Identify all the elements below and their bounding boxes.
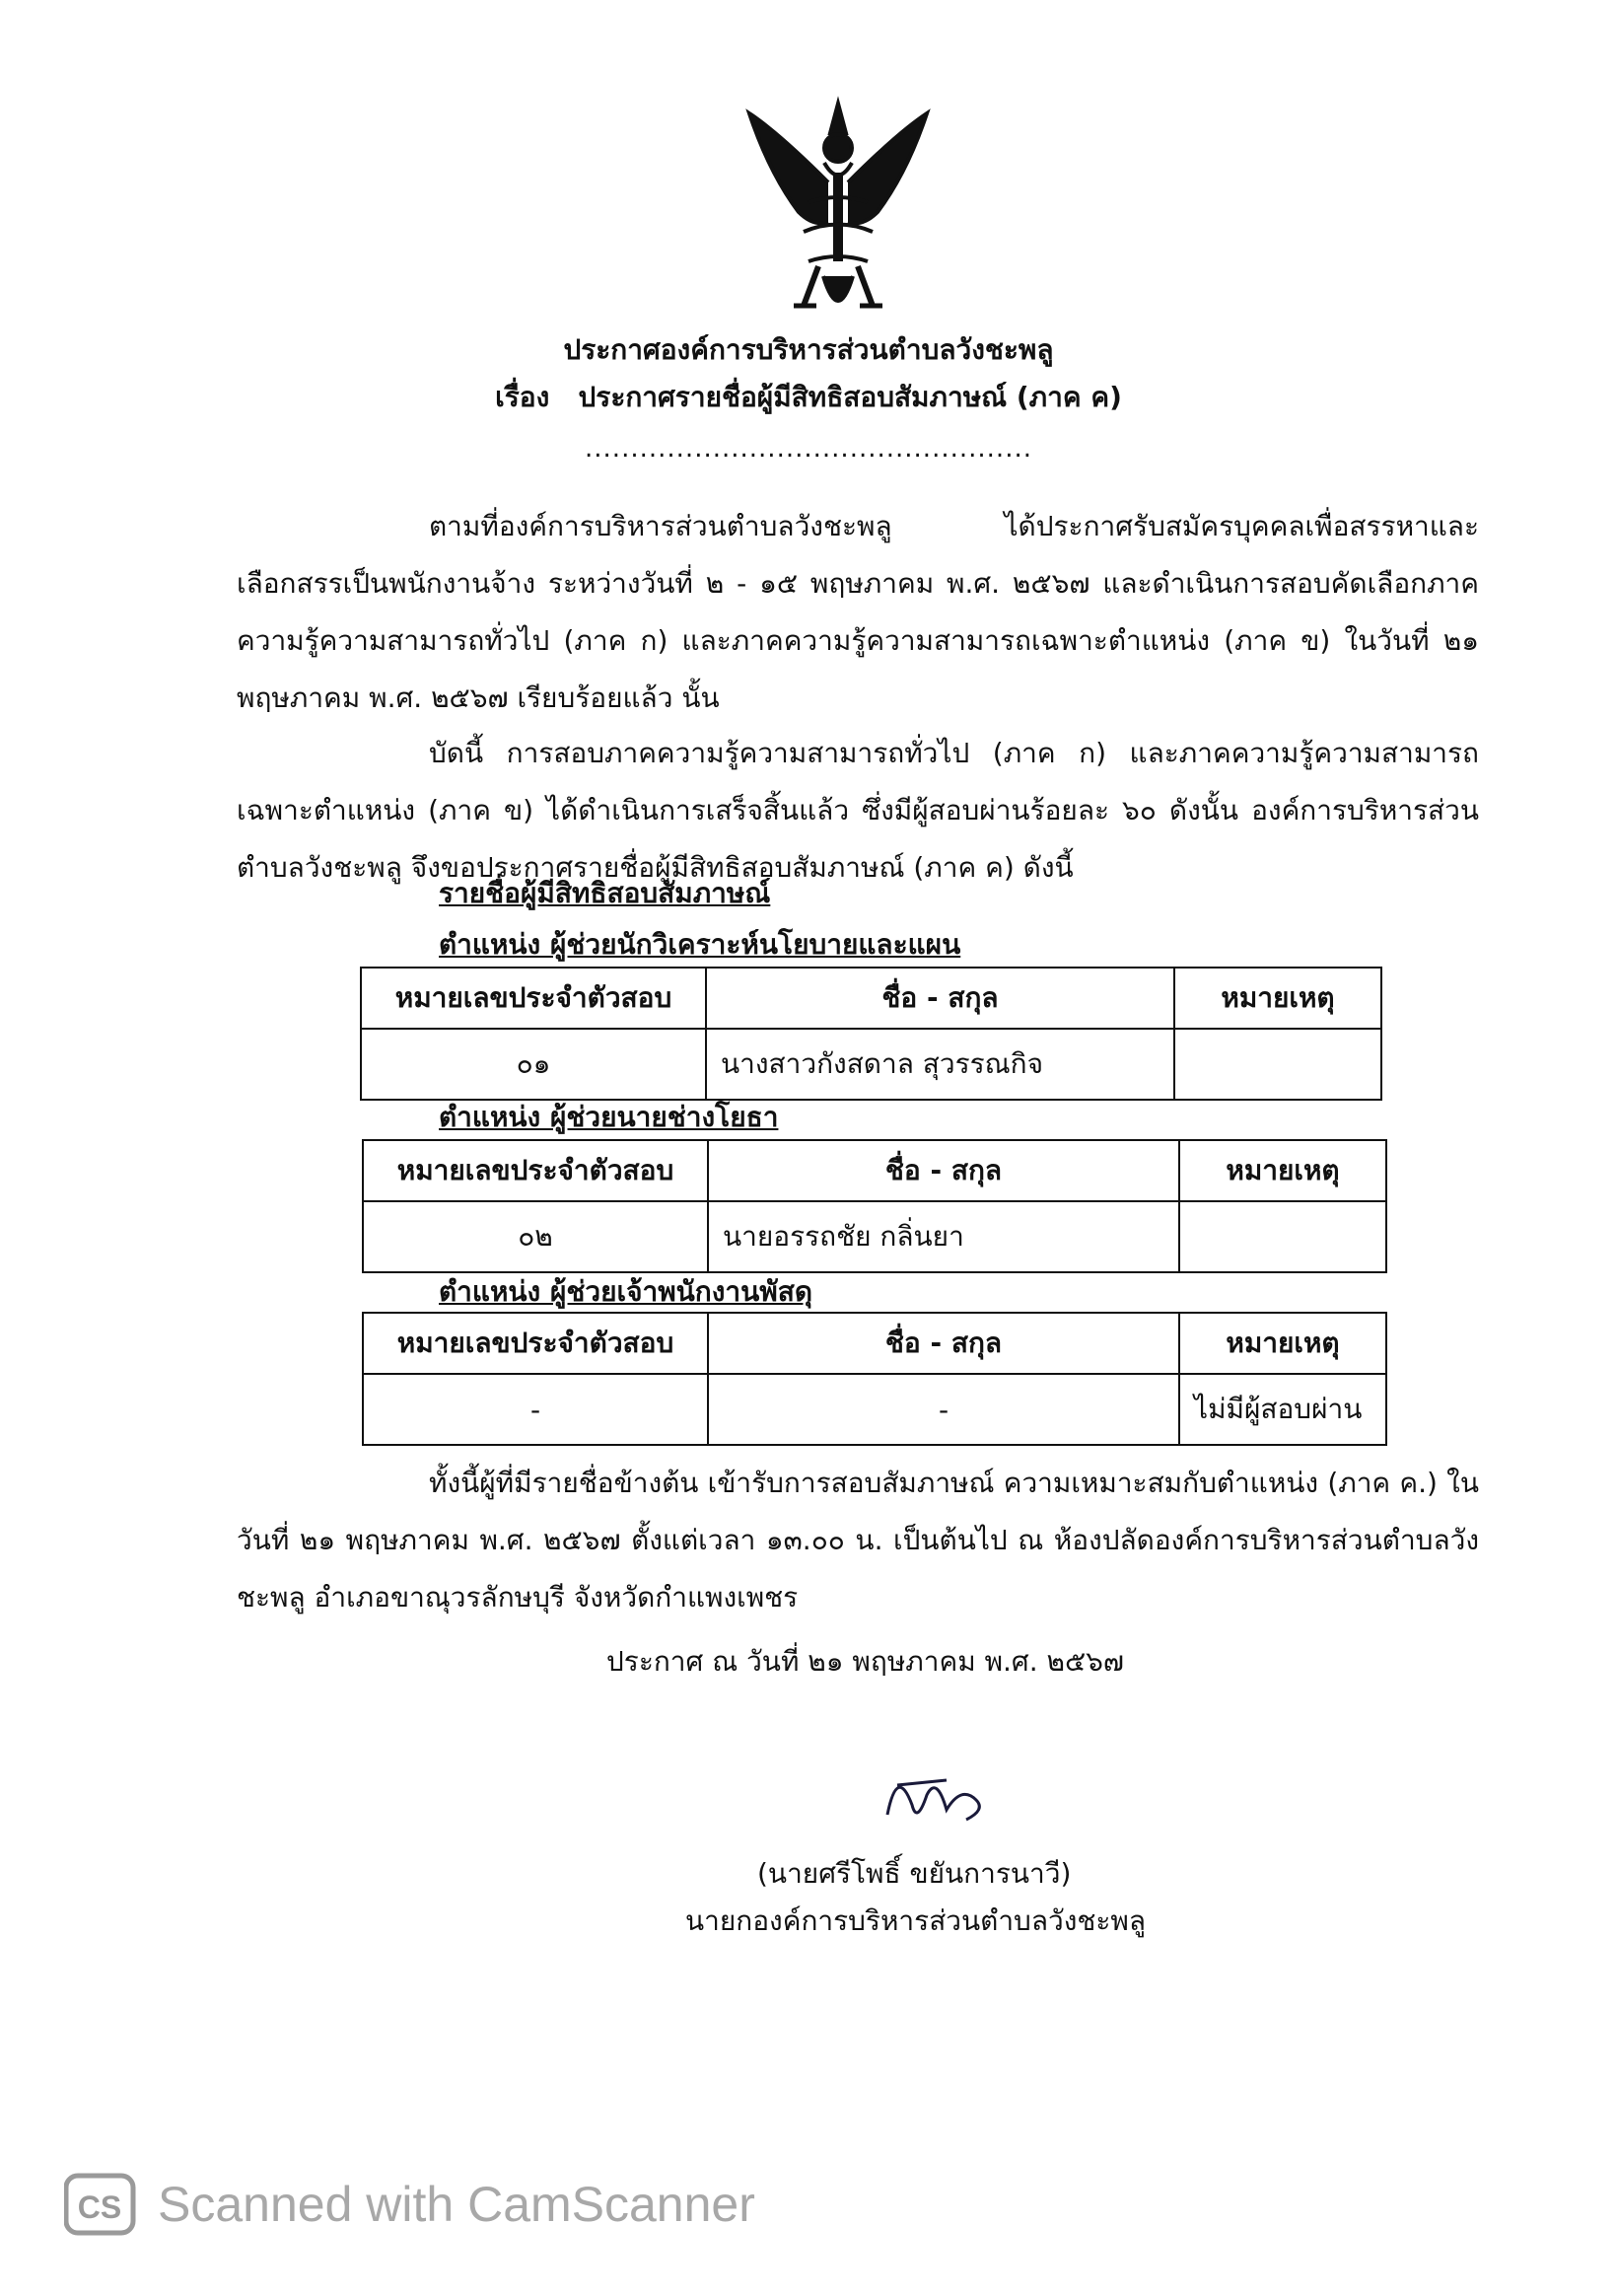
announce-date: ประกาศ ณ วันที่ ๒๑ พฤษภาคม พ.ศ. ๒๕๖๗ (606, 1645, 1124, 1678)
cell-note: ไม่มีผู้สอบผ่าน (1179, 1374, 1386, 1445)
garuda-emblem (739, 94, 937, 330)
header-name: ชื่อ - สกุล (708, 1313, 1179, 1374)
table-header-row (363, 1313, 1386, 1374)
paragraph-2 (237, 725, 1479, 897)
signer-name: (นายศรีโพธิ์ ขยันการนาวี) (757, 1857, 1072, 1890)
paragraph-2-text: บัดนี้ การสอบภาคความรู้ความสามารถทั่วไป (ภาค ก) และภาคความรู้ความสามารถเฉพาะตำแหน่ง (ภาค ข) ได้ดำเนินการเสร็จสิ้นแล้ว ซึ่งมีผู้สอบผ่านร้อยละ ๖๐ ดังนั้น องค์การบริหารส่วนตำบลวังชะพลู จึงขอประกาศรายชื่อผู้มีสิทธิสอบสัมภาษณ์ (ภาค ค) ดังนี้ (237, 737, 1479, 884)
separator-dots: ................................................. (585, 434, 1032, 464)
subject-line (0, 378, 1617, 417)
svg-text:Scanned with CamScanner: Scanned with CamScanner (158, 2177, 755, 2232)
paragraph-3 (237, 1455, 1479, 1626)
table-header-row (363, 1140, 1386, 1201)
cell-id: - (363, 1374, 708, 1445)
header-note: หมายเหตุ (1179, 1140, 1386, 1201)
list-heading: รายชื่อผู้มีสิทธิสอบสัมภาษณ์ (439, 877, 771, 909)
cell-name: - (708, 1374, 1179, 1445)
header-note: หมายเหตุ (1174, 968, 1381, 1029)
header-id: หมายเลขประจำตัวสอบ (361, 968, 706, 1029)
candidate-table-2 (362, 1139, 1387, 1273)
cell-name: นางสาวกังสดาล สุวรรณกิจ (706, 1029, 1174, 1100)
header-id: หมายเลขประจำตัวสอบ (363, 1140, 708, 1201)
table-row (361, 1029, 1381, 1100)
svg-text:CS: CS (77, 2189, 122, 2225)
table-row (363, 1201, 1386, 1272)
position-heading-3: ตำแหน่ง ผู้ช่วยเจ้าพนักงานพัสดุ (439, 1275, 813, 1308)
cell-id: ๐๑ (361, 1029, 706, 1100)
org-title: ประกาศองค์การบริหารส่วนตำบลวังชะพลู (563, 333, 1054, 366)
header-name: ชื่อ - สกุล (708, 1140, 1179, 1201)
position-heading-1: ตำแหน่ง ผู้ช่วยนักวิเคราะห์นโยบายและแผน (439, 928, 961, 961)
header-note: หมายเหตุ (1179, 1313, 1386, 1374)
camscanner-watermark (64, 2170, 873, 2239)
candidate-table-3 (362, 1312, 1387, 1446)
header-name: ชื่อ - สกุล (706, 968, 1174, 1029)
cell-note (1179, 1201, 1386, 1272)
position-heading-2: ตำแหน่ง ผู้ช่วยนายช่างโยธา (439, 1101, 779, 1133)
signer-title: นายกองค์การบริหารส่วนตำบลวังชะพลู (685, 1904, 1147, 1937)
paragraph-1 (237, 498, 1479, 727)
header-id: หมายเลขประจำตัวสอบ (363, 1313, 708, 1374)
paragraph-3-text: ทั้งนี้ผู้ที่มีรายชื่อข้างต้น เข้ารับการสอบสัมภาษณ์ ความเหมาะสมกับตำแหน่ง (ภาค ค.) ในวันที่ ๒๑ พฤษภาคม พ.ศ. ๒๕๖๗ ตั้งแต่เวลา ๑๓.๐๐ น. เป็นต้นไป ณ ห้องปลัดองค์การบริหารส่วนตำบลวังชะพลู อำเภอขาณุวรลักษบุรี จังหวัดกำแพงเพชร (237, 1467, 1479, 1614)
subject-label: เรื่อง (495, 381, 550, 413)
paragraph-1-text: ตามที่องค์การบริหารส่วนตำบลวังชะพลู ได้ประกาศรับสมัครบุคคลเพื่อสรรหาและเลือกสรรเป็นพนักงานจ้าง ระหว่างวันที่ ๒ - ๑๕ พฤษภาคม พ.ศ. ๒๕๖๗ และดำเนินการสอบคัดเลือกภาคความรู้ความสามารถทั่วไป (ภาค ก) และภาคความรู้ความสามารถเฉพาะตำแหน่ง (ภาค ข) ในวันที่ ๒๑ พฤษภาคม พ.ศ. ๒๕๖๗ เรียบร้อยแล้ว นั้น (237, 510, 1479, 714)
table-header-row (361, 968, 1381, 1029)
candidate-table-1 (360, 967, 1382, 1101)
cell-note (1174, 1029, 1381, 1100)
cell-id: ๐๒ (363, 1201, 708, 1272)
cell-name: นายอรรถชัย กลิ่นยา (708, 1201, 1179, 1272)
signature (868, 1756, 1006, 1844)
subject-text: ประกาศรายชื่อผู้มีสิทธิสอบสัมภาษณ์ (ภาค ค) (578, 381, 1122, 413)
table-row (363, 1374, 1386, 1445)
